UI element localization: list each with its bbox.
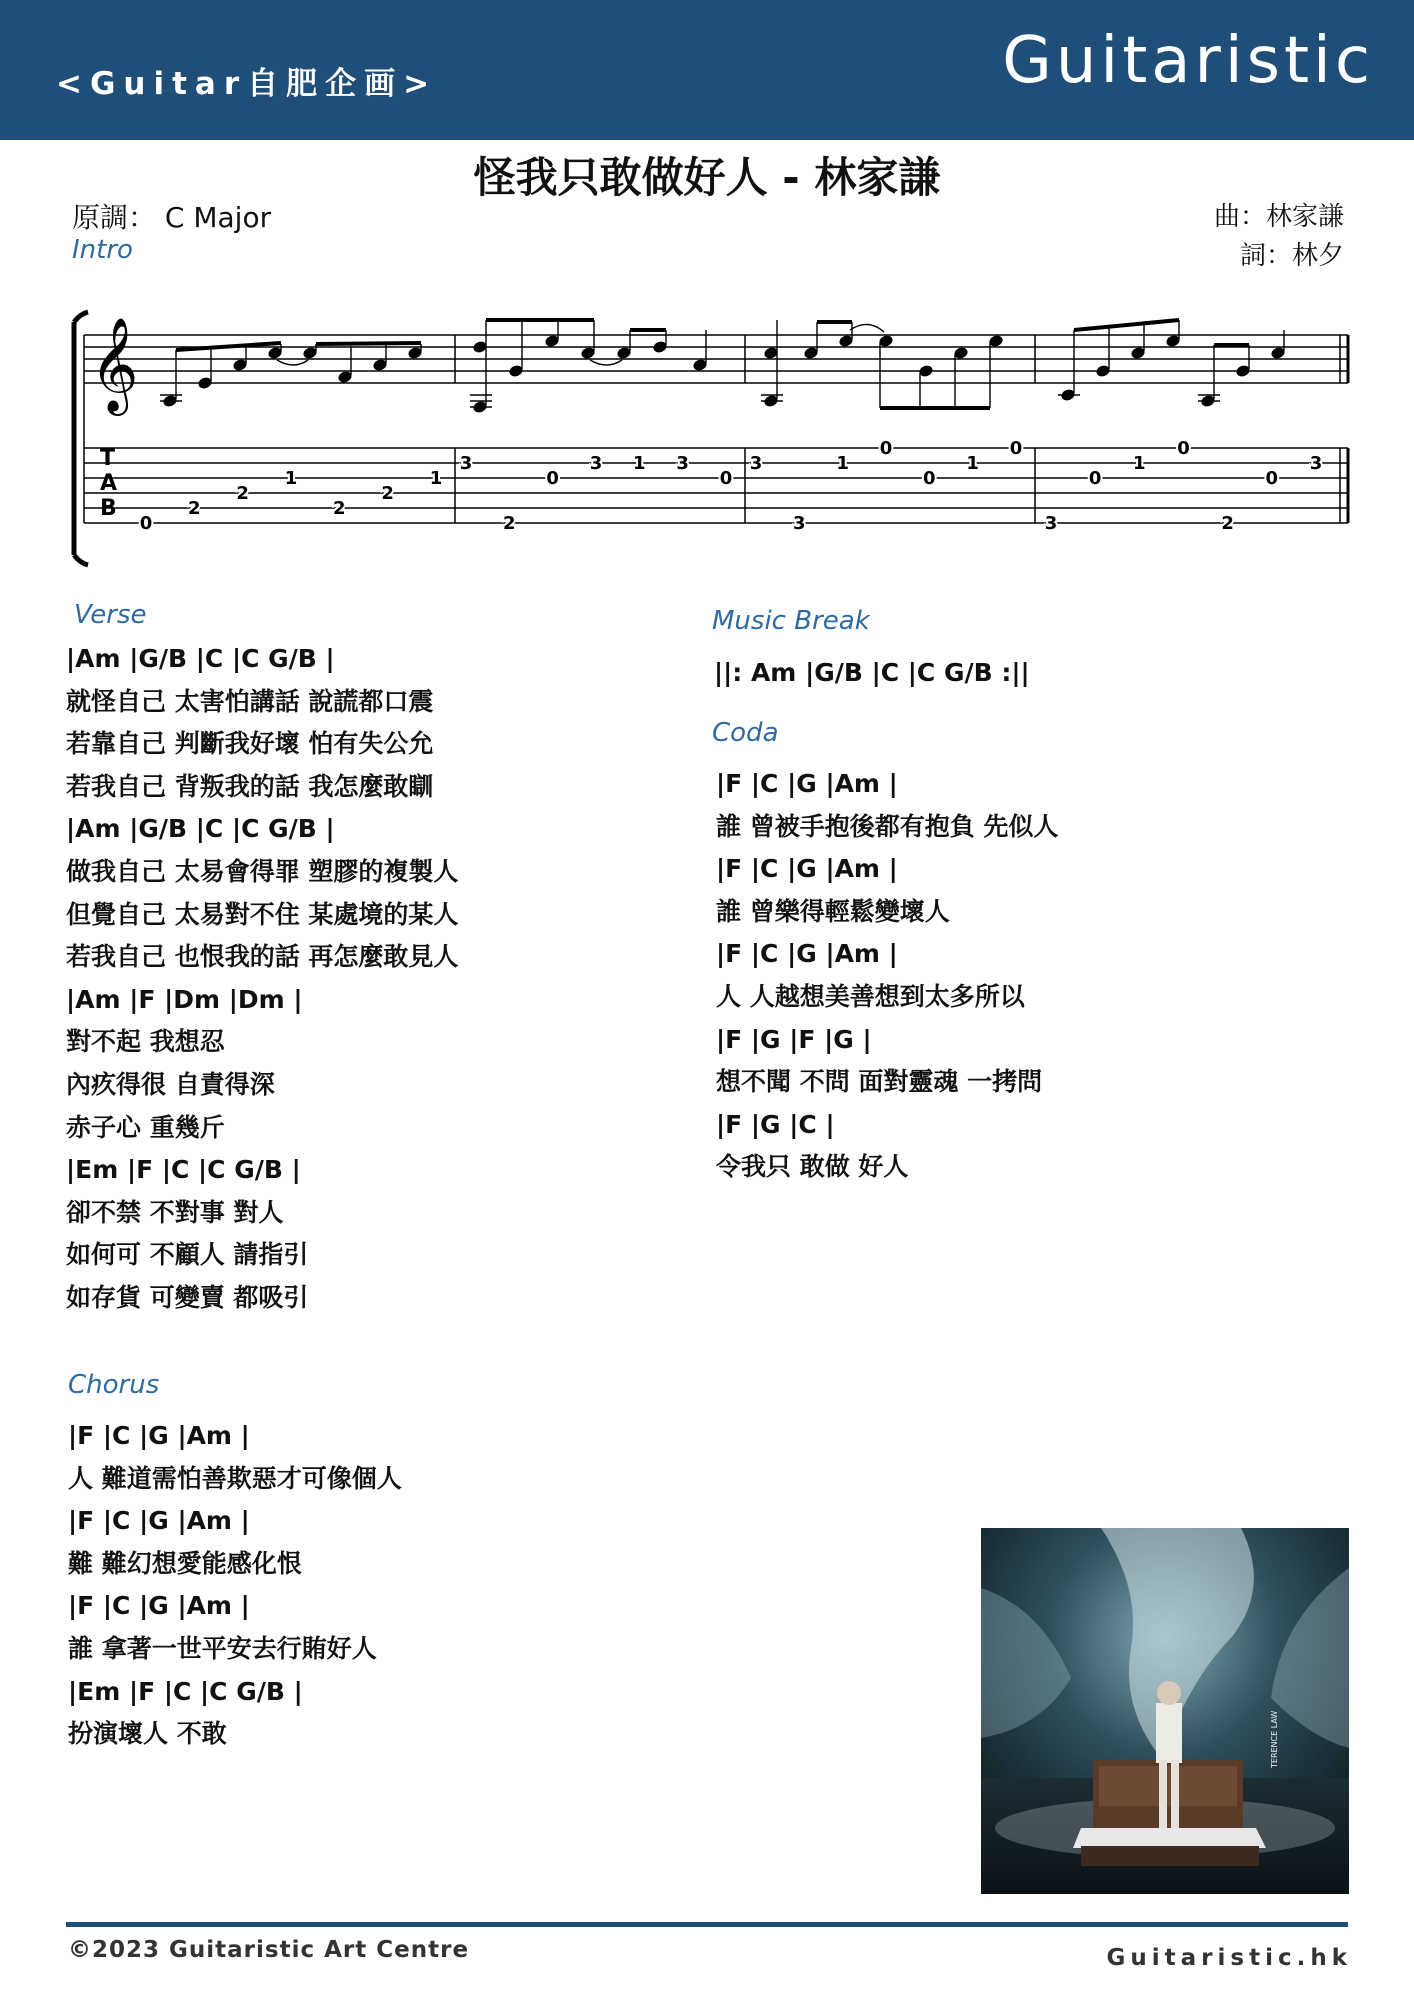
copyright-text: ©2023 Guitaristic Art Centre <box>68 1937 470 1963</box>
treble-clef-icon: 𝄞 <box>90 317 139 412</box>
verse-line: 若靠自己 判斷我好壞 怕有失公允 <box>66 729 434 759</box>
album-cover-image <box>981 1528 1349 1894</box>
website-link[interactable]: Guitaristic.hk <box>1106 1945 1352 1971</box>
tab-fret-number: 1 <box>966 453 979 474</box>
footer-divider <box>66 1922 1348 1927</box>
barlines <box>84 335 1348 523</box>
notes-measure-2 <box>470 320 707 413</box>
tab-fret-number: 0 <box>923 468 936 489</box>
chorus-line: |F |C |G |Am | <box>68 1506 250 1536</box>
verse-line: 若我自己 也恨我的話 再怎麼敢見人 <box>66 942 459 972</box>
verse-line: |Em |F |C |C G/B | <box>66 1155 301 1185</box>
chorus-line: 人 難道需怕善欺惡才可像個人 <box>68 1463 402 1493</box>
coda-line: 誰 曾樂得輕鬆變壞人 <box>716 896 950 926</box>
tab-letter-t: T <box>100 446 116 471</box>
tab-fret-number: 2 <box>503 513 516 534</box>
chorus-line: |F |C |G |Am | <box>68 1591 250 1621</box>
notes-measure-4 <box>1058 320 1285 407</box>
system-bracket <box>74 312 88 565</box>
tab-fret-number: 1 <box>836 453 849 474</box>
tab-fret-number: 0 <box>139 513 153 534</box>
coda-line: 人 人越想美善想到太多所以 <box>716 982 1025 1011</box>
coda-line: 令我只 敢做 好人 <box>716 1152 909 1182</box>
verse-line: |Am |G/B |C |C G/B | <box>66 814 335 844</box>
coda-line: |F |G |C | <box>716 1109 835 1139</box>
header-banner <box>0 0 1414 140</box>
tab-fret-number: 2 <box>381 483 394 504</box>
tab-fret-number: 1 <box>633 453 646 474</box>
coda-line: 想不聞 不問 面對靈魂 一拷問 <box>716 1067 1043 1097</box>
tab-lines <box>84 448 1348 523</box>
tab-fret-numbers <box>140 438 1323 534</box>
tab-fret-number: 2 <box>333 498 346 519</box>
tab-fret-number: 3 <box>793 513 806 534</box>
song-title: 怪我只敢做好人 - 林家謙 <box>473 153 941 202</box>
tab-fret-number: 3 <box>749 453 763 474</box>
verse-line: 對不起 我想忍 <box>66 1027 225 1057</box>
coda-line: |F |C |G |Am | <box>716 939 898 969</box>
notes-measure-1 <box>160 343 422 407</box>
verse-line: 但覺自己 太易對不住 某處境的某人 <box>66 899 459 929</box>
coda-line: |F |C |G |Am | <box>716 769 898 798</box>
tab-fret-number: 2 <box>188 498 201 519</box>
chorus-line: 扮演壞人 不敢 <box>68 1719 227 1749</box>
tab-fret-number: 1 <box>429 468 443 489</box>
intro-label: Intro <box>72 235 133 265</box>
chorus-line: 誰 拿著一世平安去行賄好人 <box>68 1634 377 1663</box>
tab-fret-number: 2 <box>236 483 249 504</box>
chorus-label: Chorus <box>68 1370 160 1400</box>
tab-fret-number: 2 <box>1221 513 1234 534</box>
verse-line: 就怪自己 太害怕講話 說謊都口震 <box>66 686 434 716</box>
lyricist-credit: 詞：林夕 <box>1239 241 1344 271</box>
brand-logo: Guitaristic <box>1002 24 1374 98</box>
tab-fret-number: 3 <box>589 453 603 474</box>
tab-fret-number: 0 <box>1009 438 1023 459</box>
tab-letter-a: A <box>100 471 118 496</box>
tab-fret-number: 3 <box>459 453 473 474</box>
notes-measure-3 <box>761 320 1003 408</box>
series-title: <Guitar自肥企画> <box>56 66 438 102</box>
tab-letter-b: B <box>100 496 117 521</box>
verse-line: 如存貨 可變賣 都吸引 <box>66 1283 309 1312</box>
tab-fret-number: 0 <box>719 468 733 489</box>
tab-fret-number: 3 <box>1044 513 1058 534</box>
tab-fret-number: 0 <box>1177 438 1190 459</box>
music-break-label: Music Break <box>712 606 870 636</box>
verse-line: 內疚得很 自責得深 <box>66 1070 275 1099</box>
verse-line: 卻不禁 不對事 對人 <box>66 1197 284 1227</box>
tab-fret-number: 0 <box>879 438 893 459</box>
coda-line: |F |C |G |Am | <box>716 854 898 884</box>
chorus-line: |F |C |G |Am | <box>68 1421 250 1450</box>
verse-label: Verse <box>74 600 147 630</box>
music-break-line: ||: Am |G/B |C |C G/B :|| <box>714 658 1030 687</box>
verse-line: |Am |G/B |C |C G/B | <box>66 644 335 673</box>
chorus-line: |Em |F |C |C G/B | <box>68 1676 303 1706</box>
intro-score <box>66 300 1356 574</box>
coda-line: |F |G |F |G | <box>716 1024 872 1054</box>
coda-line: 誰 曾被手抱後都有抱負 先似人 <box>716 811 1059 841</box>
verse-line: 如何可 不顧人 請指引 <box>66 1240 309 1270</box>
tab-fret-number: 3 <box>676 453 689 474</box>
album-artist-text: TERENCE LAW <box>1270 1710 1279 1768</box>
tab-fret-number: 1 <box>1133 453 1146 474</box>
tab-fret-number: 0 <box>546 468 559 489</box>
tab-fret-number: 1 <box>284 468 298 489</box>
tab-fret-number: 0 <box>1265 468 1279 489</box>
tab-fret-number: 0 <box>1088 468 1102 489</box>
verse-line: 赤子心 重幾斤 <box>66 1112 225 1142</box>
coda-label: Coda <box>712 718 779 748</box>
tab-fret-number: 3 <box>1309 453 1323 474</box>
verse-line: |Am |F |Dm |Dm | <box>66 984 303 1014</box>
original-key: 原調： C Major <box>72 201 272 234</box>
verse-line: 做我自己 太易會得罪 塑膠的複製人 <box>66 857 459 886</box>
chorus-line: 難 難幻想愛能感化恨 <box>68 1548 302 1578</box>
composer-credit: 曲：林家謙 <box>1213 202 1344 232</box>
verse-line: 若我自己 背叛我的話 我怎麼敢瞓 <box>66 771 434 801</box>
